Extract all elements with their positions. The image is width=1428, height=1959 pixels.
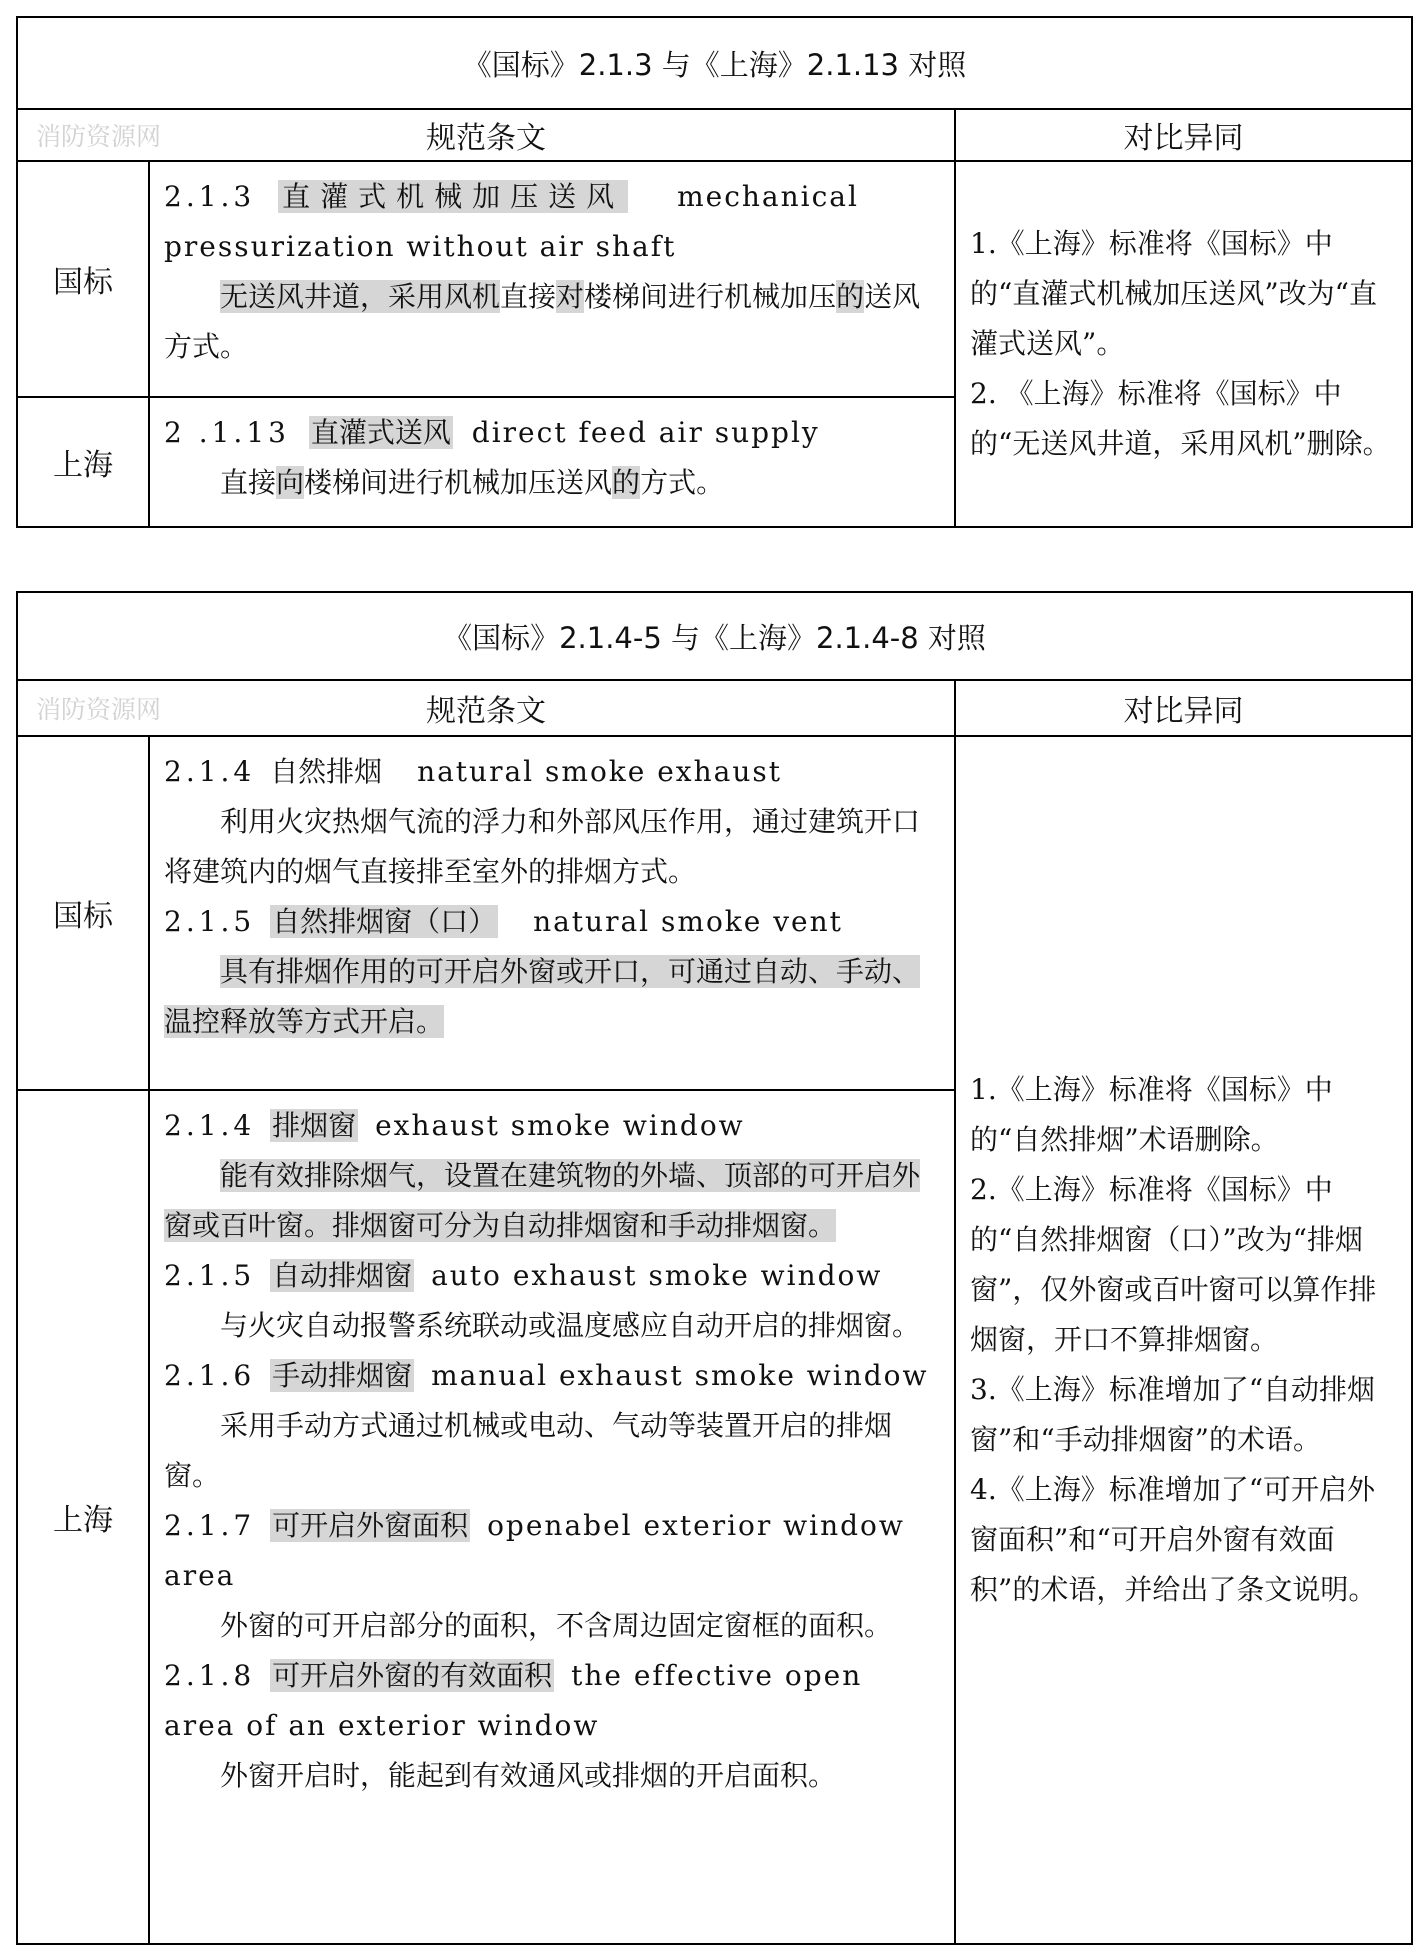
diff-item: 2. 《上海》标准将《国标》中的“无送风井道，采用风机”删除。 [970,377,1391,460]
clause-number: 2.1.7 [164,1509,256,1542]
shanghai-clause [149,397,955,527]
clause-heading [164,408,940,458]
clause-english: the effective open area of an exterior window [164,1659,863,1742]
watermark: 消防资源网 [36,695,162,724]
column-header-diff: 对比异同 [955,109,1412,161]
clause-term: 直灌式送风 [310,416,451,449]
diff-item: 3.《上海》标准增加了“自动排烟窗”和“手动排烟窗”的术语。 [970,1373,1376,1456]
shanghai-clauses [149,1090,955,1944]
clause-heading [164,1651,940,1751]
clause-term: 自然排烟 [270,755,383,788]
clause-heading [164,1251,940,1301]
clause-term: 直灌式机械加压送风 [278,180,628,213]
clause-definition: 利用火灾热烟气流的浮力和外部风压作用，通过建筑开口将建筑内的烟气直接排至室外的排烟方式。 [164,805,921,888]
column-header-label: 规范条文 [426,694,546,729]
row-label-national: 国标 [17,736,149,1090]
diff-item: 4.《上海》标准增加了“可开启外窗面积”和“可开启外窗有效面积”的术语，并给出了条文说明。 [970,1473,1377,1606]
column-header-content [17,680,955,736]
clause-number: 2.1.5 [164,1259,256,1292]
clause-definition: 具有排烟作用的可开启外窗或开口，可通过自动、手动、温控释放等方式开启。 [164,955,921,1038]
watermark: 消防资源网 [36,122,162,151]
clause-definition: 无送风井道，采用风机直接对楼梯间进行机械加压的送风方式。 [164,280,921,363]
clause-definition: 采用手动方式通过机械或电动、气动等装置开启的排烟窗。 [164,1409,893,1492]
diff-cell [955,736,1412,1944]
clause-heading [164,1351,940,1401]
clause-term: 自动排烟窗 [272,1259,413,1292]
column-header-label: 规范条文 [426,121,546,156]
clause-term: 自然排烟窗（口） [272,905,497,938]
clause-term: 排烟窗 [272,1109,357,1142]
clause-definition: 与火灾自动报警系统联动或温度感应自动开启的排烟窗。 [220,1309,921,1342]
clause-english: direct feed air supply [471,416,820,449]
clause-english: manual exhaust smoke window [431,1359,929,1392]
table-title: 《国标》2.1.3 与《上海》2.1.13 对照 [17,17,1412,109]
clause-english: exhaust smoke window [375,1109,745,1142]
diff-item: 2.《上海》标准将《国标》中的“自然排烟窗（口）”改为“排烟窗”，仅外窗或百叶窗可以算作排烟窗，开口不算排烟窗。 [970,1173,1377,1356]
clause-heading [164,1101,940,1151]
clause-term: 手动排烟窗 [272,1359,413,1392]
clause-english: mechanical pressurization without air shaft [164,180,859,263]
clause-english: natural smoke vent [533,905,843,938]
clause-number: 2.1.5 [164,905,256,938]
clause-english: auto exhaust smoke window [431,1259,883,1292]
diff-cell [955,161,1412,527]
clause-english: natural smoke exhaust [417,755,782,788]
clause-number: 2.1.3 [164,180,256,213]
row-label-national: 国标 [17,161,149,397]
clause-term: 可开启外窗的有效面积 [272,1659,553,1692]
national-clauses [149,736,955,1090]
clause-definition: 能有效排除烟气，设置在建筑物的外墙、顶部的可开启外窗或百叶窗。排烟窗可分为自动排烟窗和手动排烟窗。 [164,1159,921,1242]
clause-heading [164,747,940,797]
column-header-content [17,109,955,161]
clause-number: 2.1.6 [164,1359,256,1392]
diff-item: 1.《上海》标准将《国标》中的“自然排烟”术语删除。 [970,1073,1333,1156]
clause-heading [164,897,940,947]
clause-english: openabel exterior window area [164,1509,905,1592]
clause-definition: 直接向楼梯间进行机械加压送风的方式。 [220,466,725,499]
row-label-shanghai: 上海 [17,397,149,527]
clause-definition: 外窗开启时，能起到有效通风或排烟的开启面积。 [220,1759,837,1792]
clause-term: 可开启外窗面积 [272,1509,469,1542]
clause-heading [164,1501,940,1601]
clause-number: 2 .1.13 [164,416,290,449]
comparison-table-1 [16,16,1413,528]
clause-definition: 外窗的可开启部分的面积，不含周边固定窗框的面积。 [220,1609,893,1642]
comparison-table-2 [16,591,1413,1945]
diff-item: 1.《上海》标准将《国标》中的“直灌式机械加压送风”改为“直灌式送风”。 [970,227,1377,360]
row-label-shanghai: 上海 [17,1090,149,1944]
table-title: 《国标》2.1.4-5 与《上海》2.1.4-8 对照 [17,592,1412,680]
clause-number: 2.1.8 [164,1659,256,1692]
clause-number: 2.1.4 [164,755,256,788]
clause-heading [164,172,940,272]
national-clause [149,161,955,397]
clause-number: 2.1.4 [164,1109,256,1142]
column-header-diff: 对比异同 [955,680,1412,736]
